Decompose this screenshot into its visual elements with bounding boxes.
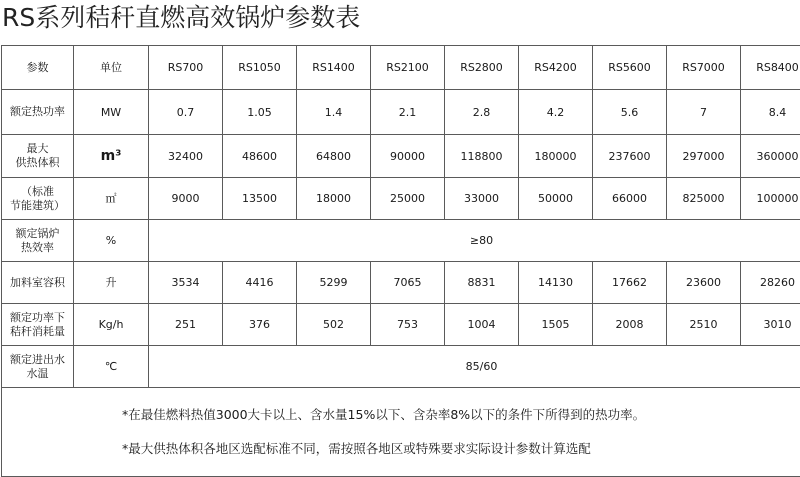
row-water-temp	[2, 346, 800, 388]
row-area	[2, 178, 800, 220]
footnote: *最大供热体积各地区选配标准不同，需按照各地区或特殊要求实际设计参数计算选配	[2, 424, 800, 476]
notes-cell	[2, 388, 800, 477]
cell-value: 13500	[223, 178, 297, 220]
row-label-line: 热效率	[4, 241, 71, 255]
header-model: RS700	[149, 46, 223, 90]
cell-value: 1004	[445, 304, 519, 346]
header-model: RS5600	[593, 46, 667, 90]
row-label-line: 额定进出水	[4, 353, 71, 367]
row-label	[2, 346, 74, 388]
cell-value: 1505	[519, 304, 593, 346]
header-model: RS4200	[519, 46, 593, 90]
cell-value: 33000	[445, 178, 519, 220]
parameter-table	[1, 45, 800, 477]
cell-value: 2.8	[445, 90, 519, 135]
cell-value: 3534	[149, 262, 223, 304]
row-volume	[2, 135, 800, 178]
header-model: RS1400	[297, 46, 371, 90]
cell-value: 753	[371, 304, 445, 346]
cell-value: 360000	[741, 135, 800, 178]
cell-value: 4416	[223, 262, 297, 304]
page-title: RS系列秸秆直燃高效锅炉参数表	[2, 2, 360, 34]
row-consumption	[2, 304, 800, 346]
row-unit: Kg/h	[74, 304, 149, 346]
cell-value: 297000	[667, 135, 741, 178]
cell-value: 7065	[371, 262, 445, 304]
cell-value: 14130	[519, 262, 593, 304]
cell-value: 7	[667, 90, 741, 135]
cell-value: 3010	[741, 304, 800, 346]
cell-value: 28260	[741, 262, 800, 304]
row-label-line: 最大	[4, 142, 71, 156]
cell-value: 180000	[519, 135, 593, 178]
cell-value: 50000	[519, 178, 593, 220]
cell-value: 5299	[297, 262, 371, 304]
row-label-line: 额定功率下	[4, 311, 71, 325]
cell-value: 2008	[593, 304, 667, 346]
cell-value: 90000	[371, 135, 445, 178]
header-model: RS2800	[445, 46, 519, 90]
row-label-line: 节能建筑）	[4, 199, 71, 213]
header-row	[2, 46, 800, 90]
cell-value: 4.2	[519, 90, 593, 135]
cell-value: 1.05	[223, 90, 297, 135]
row-unit: %	[74, 220, 149, 262]
header-param: 参数	[2, 46, 74, 90]
cell-value: 48600	[223, 135, 297, 178]
cell-value: 2.1	[371, 90, 445, 135]
row-label-line: （标准	[4, 185, 71, 199]
row-label: 额定热功率	[2, 90, 74, 135]
notes-row	[2, 388, 800, 477]
row-label-line: 额定锅炉	[4, 227, 71, 241]
cell-value: 18000	[297, 178, 371, 220]
cell-value: 66000	[593, 178, 667, 220]
row-unit: 升	[74, 262, 149, 304]
cell-value: 502	[297, 304, 371, 346]
row-label	[2, 220, 74, 262]
row-unit: m³	[74, 135, 149, 178]
row-unit: ㎡	[74, 178, 149, 220]
cell-value: 100000	[741, 178, 800, 220]
cell-value: 5.6	[593, 90, 667, 135]
cell-value-merged: ≥80	[149, 220, 800, 262]
cell-value: 1.4	[297, 90, 371, 135]
row-chamber	[2, 262, 800, 304]
row-label: 加料室容积	[2, 262, 74, 304]
cell-value: 376	[223, 304, 297, 346]
cell-value: 251	[149, 304, 223, 346]
row-label	[2, 178, 74, 220]
cell-value: 9000	[149, 178, 223, 220]
row-label-line: 供热体积	[4, 156, 71, 170]
header-model: RS8400	[741, 46, 800, 90]
cell-value: 23600	[667, 262, 741, 304]
header-model: RS1050	[223, 46, 297, 90]
cell-value-merged: 85/60	[149, 346, 800, 388]
cell-value: 32400	[149, 135, 223, 178]
row-label	[2, 304, 74, 346]
header-model: RS7000	[667, 46, 741, 90]
cell-value: 8.4	[741, 90, 800, 135]
cell-value: 8831	[445, 262, 519, 304]
row-label-line: 秸秆消耗量	[4, 325, 71, 339]
row-power	[2, 90, 800, 135]
row-label	[2, 135, 74, 178]
cell-value: 118800	[445, 135, 519, 178]
row-efficiency	[2, 220, 800, 262]
row-unit: ℃	[74, 346, 149, 388]
cell-value: 17662	[593, 262, 667, 304]
row-unit: MW	[74, 90, 149, 135]
cell-value: 64800	[297, 135, 371, 178]
cell-value: 25000	[371, 178, 445, 220]
header-unit: 单位	[74, 46, 149, 90]
cell-value: 2510	[667, 304, 741, 346]
footnote: *在最佳燃料热值3000大卡以上、含水量15%以下、含杂率8%以下的条件下所得到的热功率。	[2, 388, 800, 424]
cell-value: 237600	[593, 135, 667, 178]
cell-value: 825000	[667, 178, 741, 220]
header-model: RS2100	[371, 46, 445, 90]
cell-value: 0.7	[149, 90, 223, 135]
row-label-line: 水温	[4, 367, 71, 381]
